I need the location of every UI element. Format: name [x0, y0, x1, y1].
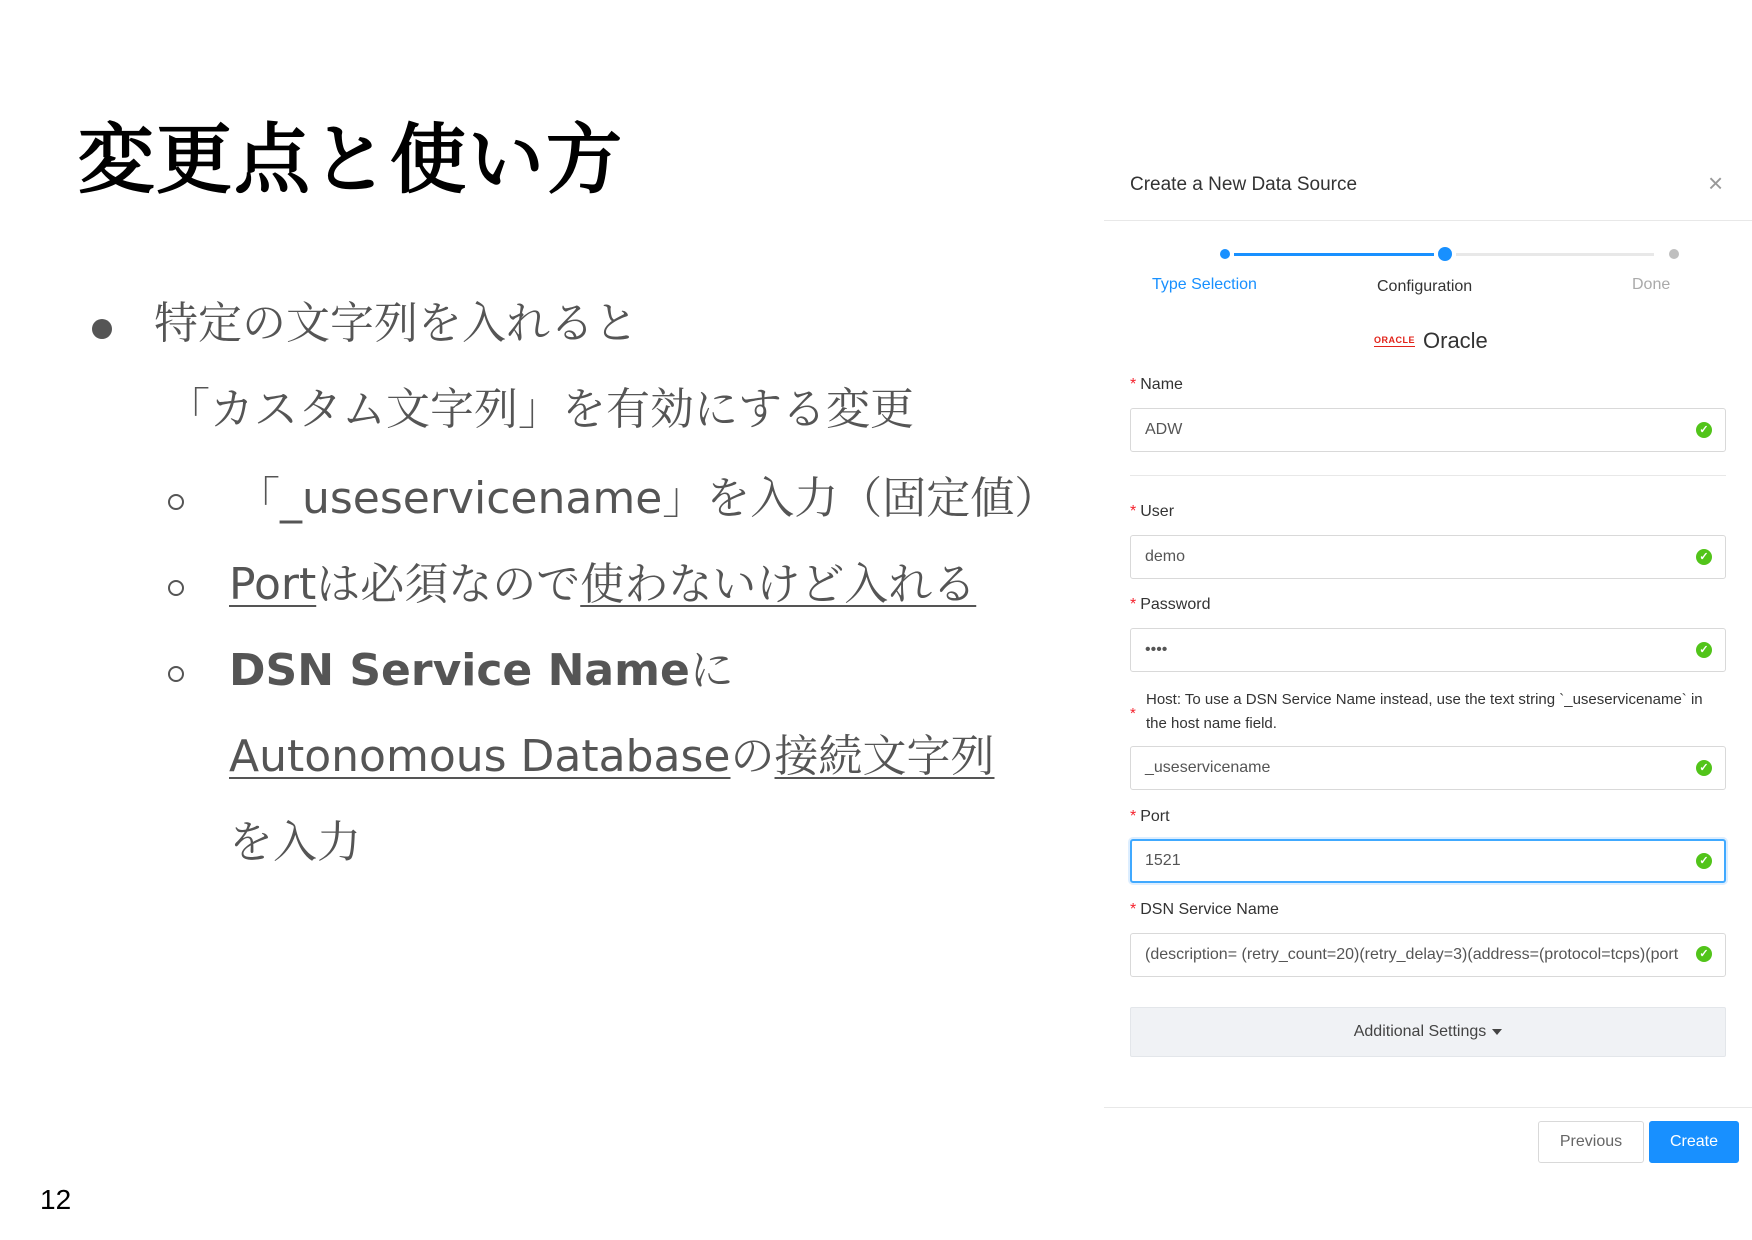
dsn-label-text: DSN Service Name	[1140, 901, 1279, 918]
steps-indicator	[1104, 240, 1752, 300]
valid-check-icon: ✓	[1696, 853, 1712, 869]
required-mark: *	[1130, 808, 1137, 825]
connection-string-text: 接続文字列	[774, 731, 995, 782]
required-mark: *	[1130, 376, 1137, 393]
dsn-service-name-input[interactable]: (description= (retry_count=20)(retry_delay=3)(address=(protocol=tcps)(port	[1130, 933, 1726, 977]
port-label	[1130, 808, 1170, 826]
required-mark: *	[1130, 705, 1136, 722]
dsn-service-name-label	[1130, 901, 1279, 919]
bullet-list	[0, 0, 1080, 900]
sub-bullet-dsn	[229, 645, 734, 696]
valid-check-icon: ✓	[1696, 549, 1712, 565]
step-label-done: Done	[1632, 276, 1671, 293]
bullet1-line2: 「カスタム文字列」を有効にする変更	[166, 384, 914, 435]
step-connector-pending	[1456, 253, 1654, 256]
step-dot-configuration	[1438, 247, 1452, 261]
name-input[interactable]: ADW	[1130, 408, 1726, 452]
user-label	[1130, 503, 1174, 521]
required-mark: *	[1130, 503, 1137, 520]
create-button[interactable]: Create	[1649, 1121, 1739, 1163]
header-divider	[1104, 220, 1752, 221]
valid-check-icon: ✓	[1696, 642, 1712, 658]
data-source-type	[1374, 328, 1488, 354]
user-label-text: User	[1140, 503, 1175, 520]
oracle-logo-icon: ORACLE	[1374, 334, 1415, 345]
adb-text: Autonomous Database	[229, 731, 731, 782]
page-number: 12	[40, 1184, 72, 1215]
sub-bullet-dsn-line2	[229, 731, 995, 782]
required-mark: *	[1130, 596, 1137, 613]
sub-bullet-ring	[168, 666, 184, 682]
adb-particle: の	[730, 731, 775, 782]
password-label-text: Password	[1140, 596, 1211, 613]
dsn-particle: に	[689, 645, 734, 696]
additional-settings-label: Additional Settings	[1353, 1023, 1487, 1040]
dsn-service-name-text: DSN Service Name	[229, 645, 690, 696]
required-mark: *	[1130, 901, 1137, 918]
dialog-title: Create a New Data Source	[1130, 174, 1358, 195]
port-required-text: は必須なので	[316, 559, 581, 610]
sub-bullet-ring	[168, 494, 184, 510]
step-dot-done	[1669, 249, 1679, 259]
port-usage-text: 使わないけど入れる	[580, 559, 977, 610]
section-divider	[1130, 475, 1726, 476]
sub-bullet-ring	[168, 580, 184, 596]
name-label-text: Name	[1140, 376, 1183, 393]
host-note-text: Host: To use a DSN Service Name instead, use the text string `_useservicename` in the host name field.	[1146, 691, 1703, 732]
sub-bullet-useservicename: 「_useservicename」を入力（固定値）	[236, 473, 1059, 524]
step-label-type-selection: Type Selection	[1152, 276, 1257, 293]
sub-bullet-port	[229, 559, 977, 610]
step-connector-done	[1234, 253, 1434, 256]
valid-check-icon: ✓	[1696, 946, 1712, 962]
bullet-dot	[92, 319, 112, 339]
port-text: Port	[229, 559, 317, 610]
data-source-name: Oracle	[1423, 328, 1488, 353]
additional-settings-button[interactable]	[1130, 1007, 1726, 1057]
port-label-text: Port	[1140, 808, 1170, 825]
footer-divider	[1104, 1107, 1752, 1108]
password-label	[1130, 596, 1210, 614]
valid-check-icon: ✓	[1696, 760, 1712, 776]
port-input[interactable]: 1521	[1130, 839, 1726, 883]
step-dot-type-selection	[1220, 249, 1230, 259]
step-label-configuration: Configuration	[1377, 278, 1473, 295]
valid-check-icon: ✓	[1696, 422, 1712, 438]
bullet1-line1: 特定の文字列を入れると	[154, 298, 638, 349]
name-label	[1130, 376, 1183, 394]
sub-bullet-dsn-line3: を入力	[229, 817, 361, 868]
caret-down-icon	[1492, 1029, 1502, 1035]
slide-title: 変更点と使い方	[78, 115, 624, 204]
close-icon[interactable]: ×	[1708, 168, 1724, 198]
create-data-source-dialog	[1104, 0, 1752, 1240]
password-input[interactable]: ••••	[1130, 628, 1726, 672]
previous-button[interactable]: Previous	[1538, 1121, 1644, 1163]
user-input[interactable]: demo	[1130, 535, 1726, 579]
host-input[interactable]: _useservicename	[1130, 746, 1726, 790]
